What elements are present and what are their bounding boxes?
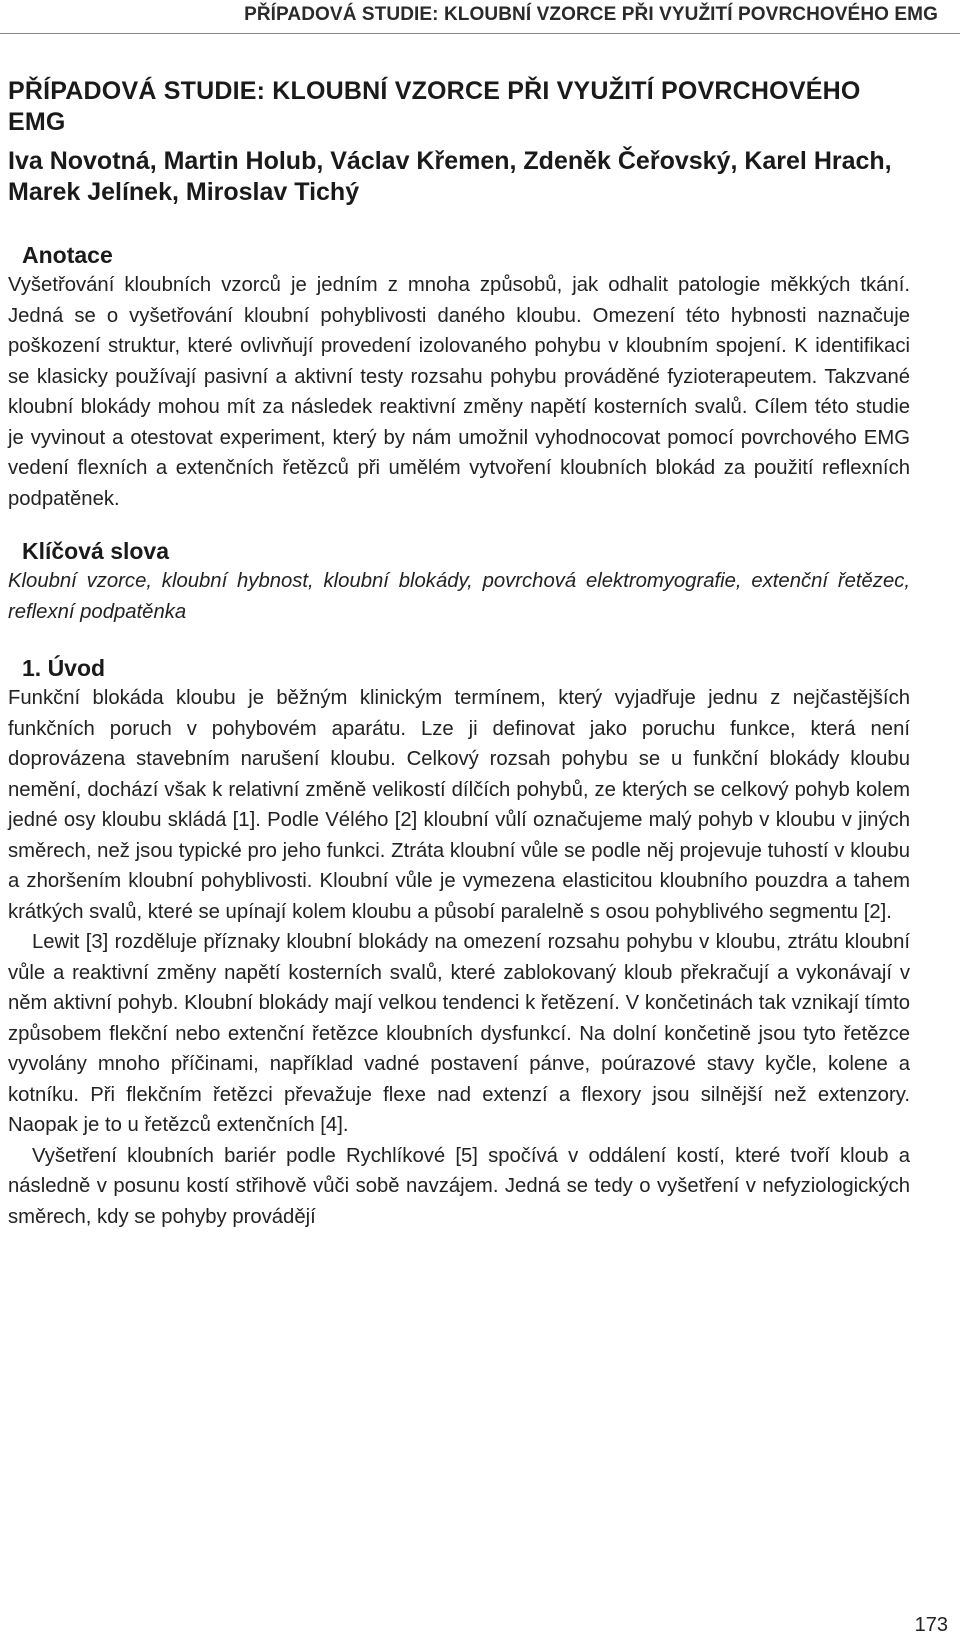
keywords-text: Kloubní vzorce, kloubní hybnost, kloubní blokády, povrchová elektromyografie, extenční řetězec, reflexní podpatěnka [8, 570, 910, 623]
page-number: 173 [914, 1614, 948, 1636]
article-title: PŘÍPADOVÁ STUDIE: KLOUBNÍ VZORCE PŘI VYUŽITÍ POVRCHOVÉHO EMG [8, 77, 861, 136]
introduction-heading: 1. Úvod [22, 655, 106, 681]
article-body [8, 76, 910, 1232]
header-divider [0, 33, 960, 34]
introduction-paragraph-1: Funkční blokáda kloubu je běžným klinickým termínem, který vyjadřuje jednu z nejčastějších funkčních poruch v pohybovém aparátu. Lze ji definovat jako poruchu funkce, která není doprovázena stavebním narušení kloubu. Celkový rozsah pohybu se u funkční blokády kloubu nemění, dochází však k relativní změně velikostí dílčích pohybů, ze kterých se celkový pohyb kolem jedné osy kloubu skládá [1]. Podle Vélého [2] kloubní vůlí označujeme malý pohyb v kloubu v jiných směrech, než jsou typické pro jeho funkci. Ztráta kloubní vůle se podle něj projevuje tuhostí v kloubu a zhoršením kloubní pohyblivosti. Kloubní vůle je vymezena elasticitou kloubního pouzdra a tahem krátkých svalů, které se upínají kolem kloubu a působí paralelně s osou pohyblivého segmentu [2]. [8, 687, 910, 923]
keywords-heading: Klíčová slova [22, 538, 170, 564]
abstract-text: Vyšetřování kloubních vzorců je jedním z mnoha způsobů, jak odhalit patologie měkkých tkání. Jedná se o vyšetřování kloubní pohyblivosti daného kloubu. Omezení této hybnosti naznačuje poškození struktur, které ovlivňují provedení izolovaného pohybu v kloubním spojení. K identifikaci se klasicky používají pasivní a aktivní testy rozsahu pohybu prováděné fyzioterapeutem. Takzvané kloubní blokády mohou mít za následek reaktivní změny napětí kosterních svalů. Cílem této studie je vyvinout a otestovat experiment, který by nám umožnil vyhodnocovat pomocí povrchového EMG vedení flexních a extenčních řetězců při umělém vytvoření kloubních blokád za použití reflexních podpatěnek. [8, 274, 910, 510]
article-authors: Iva Novotná, Martin Holub, Václav Křemen, Zdeněk Čeřovský, Karel Hrach, Marek Jelínek, Miroslav Tichý [8, 147, 892, 206]
introduction-paragraph-3: Vyšetření kloubních bariér podle Rychlíkové [5] spočívá v oddálení kostí, které tvoří kloub a následně v posunu kostí střihově vůči sobě navzájem. Jedná se tedy o vyšetření v nefyziologických směrech, kdy se pohyby provádějí [8, 1144, 910, 1228]
running-header: PŘÍPADOVÁ STUDIE: KLOUBNÍ VZORCE PŘI VYUŽITÍ POVRCHOVÉHO EMG [244, 4, 938, 25]
abstract-heading: Anotace [22, 242, 113, 268]
introduction-paragraph-2: Lewit [3] rozděluje příznaky kloubní blokády na omezení rozsahu pohybu v kloubu, ztrátu kloubní vůle a reaktivní změny napětí kosterních svalů, které zablokovaný kloub překračují a vykonávají v něm aktivní pohyb. Kloubní blokády mají velkou tendenci k řetězení. V končetinách tak vznikají tímto způsobem flekční nebo extenční řetězce kloubních dysfunkcí. Na dolní končetině jsou tyto řetězce vyvolány mnoho příčinami, například vadné postavení pánve, poúrazové stavy kyčle, kolene a kotníku. Při flekčním řetězci převažuje flexe nad extenzí a flexory jsou silnější než extenzory. Naopak je to u řetězců extenčních [4]. [8, 931, 910, 1136]
